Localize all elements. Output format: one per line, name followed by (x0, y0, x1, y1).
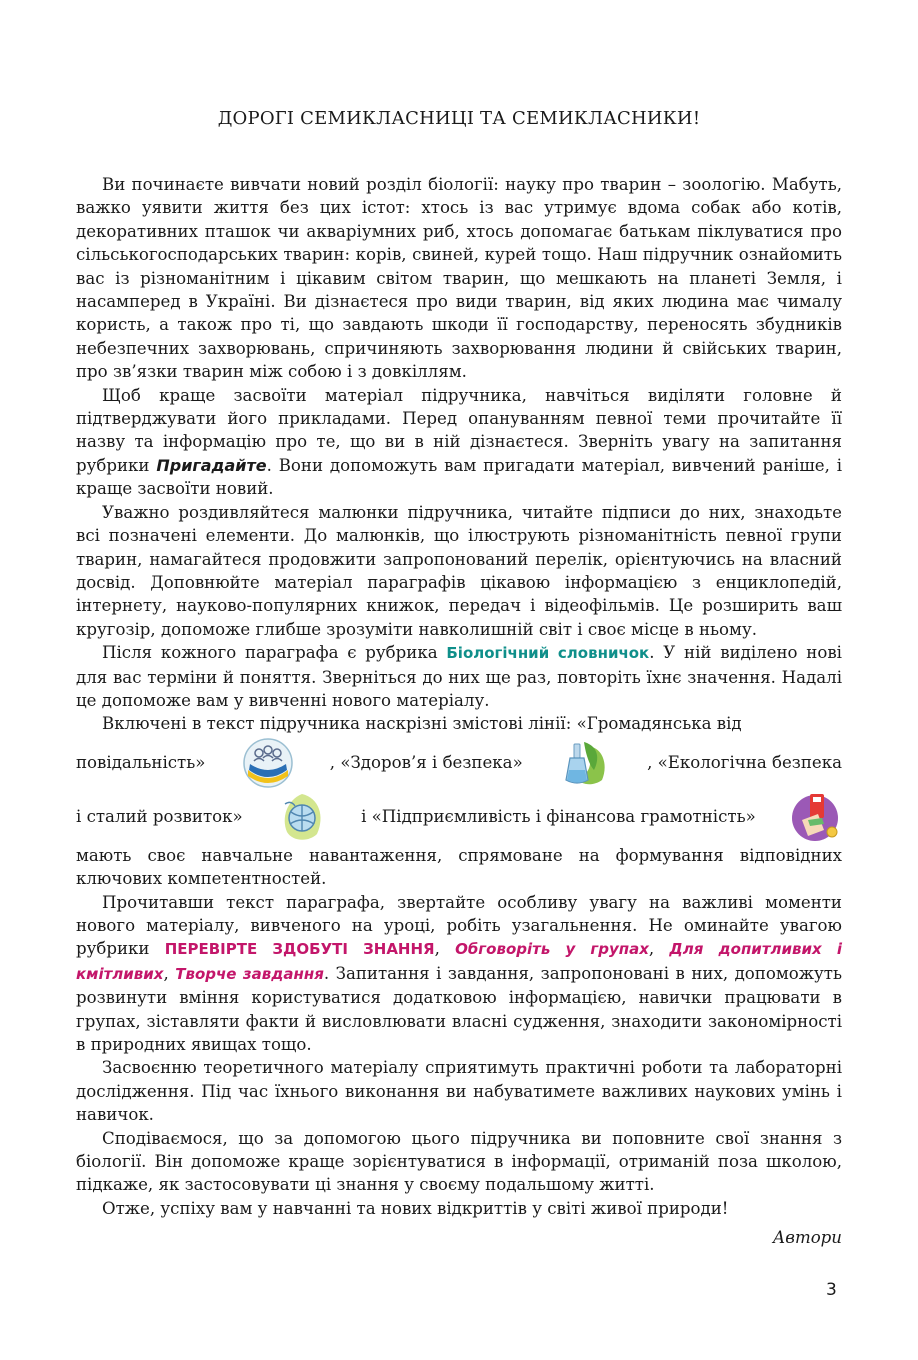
rubric-recall: Пригадайте (156, 455, 267, 475)
text: і «Підприємливість і фінансова грамотність» (361, 807, 756, 827)
paragraph-dictionary (76, 641, 842, 712)
page-content (76, 108, 842, 1247)
content-lines-row-1 (76, 736, 842, 790)
authors-signature: Автори (772, 1228, 842, 1248)
paragraph-intro: Ви починаєте вивчати новий розділ біології: науку про тварин – зоологію. Мабуть, важко уявити життя без цих істот: хтось із вас утримує вдома собак або котів, декоративних пташок чи акваріумних риб, хтось допомагає батькам піклуватися про сільськогосподарських тварин: корів, свиней, курей тощо. Наш підручник ознайомить вас із різноманітним і цікавим світом тварин, що мешкають на планеті Земля, і насамперед в Україні. Ви дізнаєтеся про види тварин, від яких людина має чималу користь, а також про ті, що завдають шкоди її господарству, переносять збудників небезпечних захворювань, спричиняють захворювання людини й свійських тварин, про зв’язки тварин між собою і з довкіллям. (76, 175, 842, 382)
paragraph-content-lines-intro: Включені в текст підручника наскрізні змістові лінії: «Громадянська від (102, 714, 742, 734)
content-lines-row-2 (76, 790, 842, 844)
text: повідальність» (76, 753, 206, 773)
text: , (163, 963, 176, 983)
paragraph-illustrations: Уважно роздивляйтеся малюнки підручника, читайте підписи до них, знаходьте всі позначені елементи. До малюнків, що ілюструють різноманітність певної групи тварин, намагайтеся продовжити запропонований перелік, орієнтуючись на власний досвід. Доповнюйте матеріал параграфів цікавою інформацією з енциклопедій, інтернету, науково-популярних книжок, передач і відеофільмів. Це розширить ваш кругозір, допоможе глибше зрозуміти навколишній світ і своє місце в ньому. (76, 502, 842, 639)
civic-responsibility-icon (241, 736, 295, 790)
text: , (434, 939, 456, 959)
text: , «Здоров’я і безпека» (329, 753, 523, 773)
text: . У ній виділено нові для вас терміни й поняття. Зверніться до них ще раз, повторіть їхнє значення. Надалі це допоможе вам у вивченні нового матеріалу. (76, 643, 842, 710)
paragraph-study-tips (76, 384, 842, 501)
ecology-icon (275, 790, 329, 844)
text: Після кожного параграфа є рубрика (102, 643, 447, 663)
paragraph-content-lines-outro: мають своє навчальне навантаження, спрямоване на формування відповідних ключових компетентностей. (76, 845, 842, 889)
rubric-creative-task: Творче завдання (175, 964, 324, 983)
text: . Вони допоможуть вам пригадати матеріал, вивчений раніше, і краще засвоїти новий. (76, 455, 843, 499)
health-safety-icon (558, 736, 612, 790)
rubric-bio-dictionary: Біологічний словничок (446, 644, 650, 663)
text: і сталий розвиток» (76, 807, 243, 827)
paragraph-rubrics (76, 891, 842, 1057)
text: , (648, 939, 670, 959)
rubric-curious: Для допитливих і кмітливих (76, 940, 842, 983)
text: Прочитавши текст параграфа, звертайте особливу увагу на важливі моменти нового матеріалу, вивченого на уроці, робіть узагальнення. Не оминайте увагою рубрики (76, 892, 842, 959)
rubric-check-knowledge: ПЕРЕВІРТЕ ЗДОБУТІ ЗНАННЯ (164, 940, 435, 959)
paragraph-wishes: Отже, успіху вам у навчанні та нових відкриттів у світі живої природи! (102, 1198, 729, 1218)
page-title: ДОРОГІ СЕМИКЛАСНИЦІ ТА СЕМИКЛАСНИКИ! (217, 108, 701, 129)
paragraph-hope: Сподіваємося, що за допомогою цього підручника ви поповните свої знання з біології. Він допоможе краще зорієнтуватися в інформації, отриманій поза школою, підкаже, як застосовувати ці знання у своєму подальшому житті. (76, 1128, 842, 1195)
rubric-group-discussion: Обговоріть у групах (455, 940, 649, 959)
text: Щоб краще засвоїти матеріал підручника, навчіться виділяти головне й підтверджувати його прикладами. Перед опануванням певної теми прочитайте її назву та інформацію про те, що ви в ній дізнаєтеся. Зверніть увагу на запитання рубрики (76, 385, 842, 475)
text: , «Екологічна безпека (647, 753, 842, 773)
finance-icon (788, 790, 842, 844)
page-number: 3 (826, 1280, 837, 1300)
text: . Запитання і завдання, запропоновані в них, допоможуть розвинути вміння користуватися додатковою інформацією, навички працювати в групах, зіставляти факти й висловлювати власні судження, знаходити закономірності в природних явищах тощо. (76, 963, 842, 1054)
paragraph-practical-work: Засвоєнню теоретичного матеріалу сприятимуть практичні роботи та лабораторні дослідження. Під час їхнього виконання ви набуватимете важливих наукових умінь і навичок. (76, 1058, 842, 1125)
